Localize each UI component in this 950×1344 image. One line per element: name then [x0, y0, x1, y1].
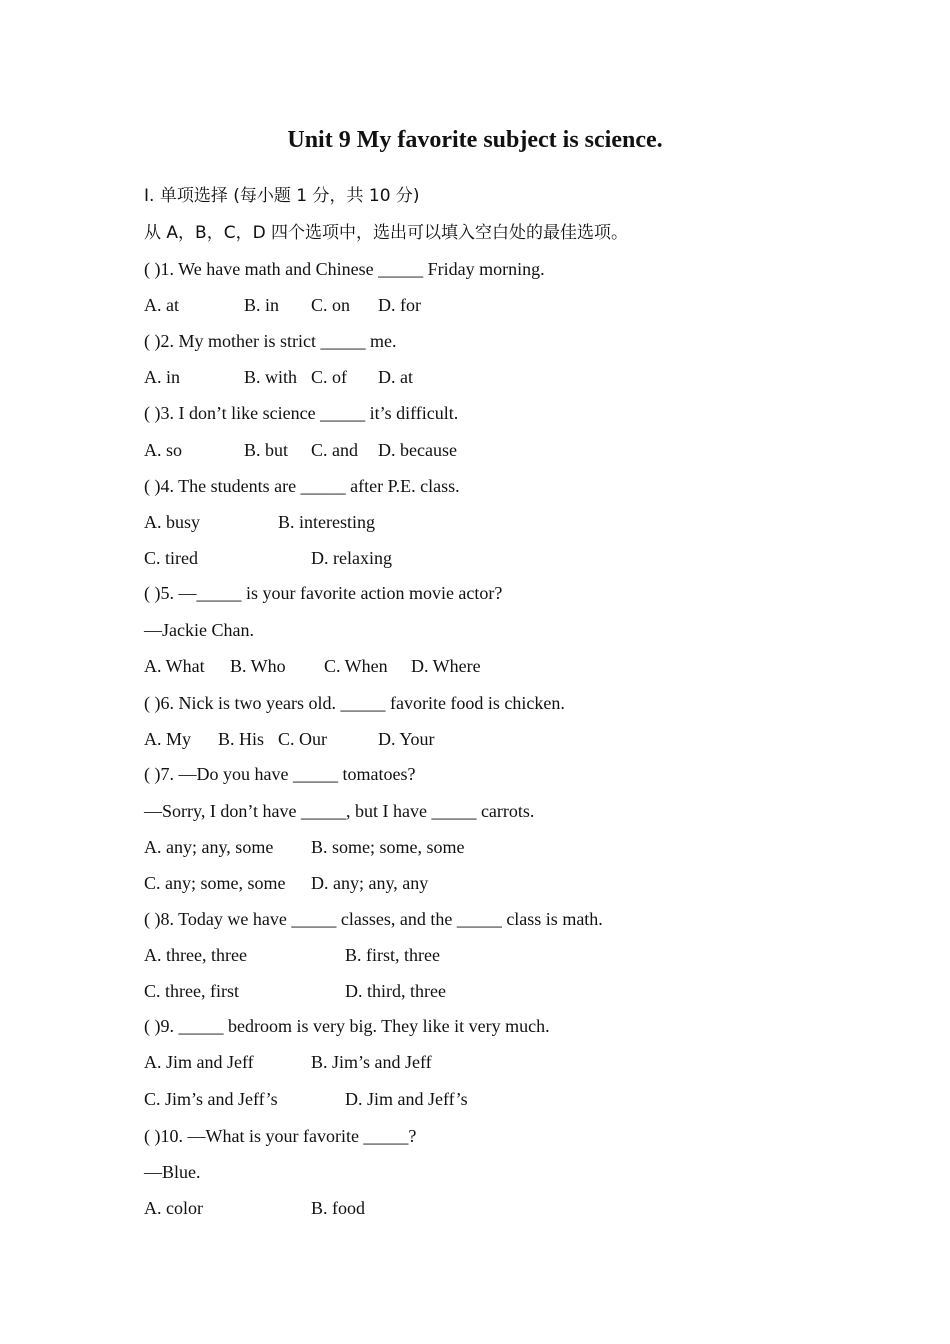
option-b: B. interesting [278, 512, 375, 532]
page-title: Unit 9 My favorite subject is science. [287, 127, 663, 153]
option-b: B. His [218, 729, 265, 749]
option-b: B. food [311, 1198, 365, 1218]
option-b: B. in [244, 295, 280, 315]
question-stem: ( )3. I don’t like science _____ it’s difficult. [144, 403, 459, 423]
question-reply: —Blue. [144, 1162, 201, 1182]
option-a: A. in [144, 367, 180, 387]
option-a: A. What [144, 656, 205, 676]
option-d: D. relaxing [311, 548, 392, 568]
option-a: A. color [144, 1198, 203, 1218]
section-heading: Ⅰ. 单项选择 (每小题 1 分，共 10 分) [144, 186, 420, 206]
option-b: B. but [244, 440, 289, 460]
question-stem: ( )4. The students are _____ after P.E. class. [144, 476, 460, 496]
question-stem: ( )8. Today we have _____ classes, and the _____ class is math. [144, 909, 603, 929]
option-d: D. Your [378, 729, 435, 749]
option-a: A. three, three [144, 945, 247, 965]
option-c: C. and [311, 440, 358, 460]
option-d: D. any; any, any [311, 873, 429, 893]
question-reply: —Sorry, I don’t have _____, but I have _____ carrots. [144, 801, 535, 821]
question-stem: ( )9. _____ bedroom is very big. They like it very much. [144, 1016, 550, 1036]
option-b: B. first, three [345, 945, 440, 965]
option-d: D. at [378, 367, 413, 387]
option-c: C. on [311, 295, 351, 315]
option-c: C. Our [278, 729, 327, 749]
option-a: A. at [144, 295, 179, 315]
option-c: C. three, first [144, 981, 239, 1001]
question-stem: ( )2. My mother is strict _____ me. [144, 331, 397, 351]
option-c: C. any; some, some [144, 873, 286, 893]
option-b: B. with [244, 367, 298, 387]
option-d: D. Jim and Jeff’s [345, 1089, 468, 1109]
option-a: A. busy [144, 512, 201, 532]
question-stem: ( )6. Nick is two years old. _____ favorite food is chicken. [144, 693, 565, 713]
option-b: B. Jim’s and Jeff [311, 1052, 432, 1072]
option-c: C. tired [144, 548, 198, 568]
question-stem: ( )7. —Do you have _____ tomatoes? [144, 764, 416, 784]
option-d: D. Where [411, 656, 481, 676]
question-stem: ( )5. —_____ is your favorite action movie actor? [144, 583, 503, 603]
question-reply: —Jackie Chan. [144, 620, 254, 640]
question-stem: ( )10. —What is your favorite _____? [144, 1126, 417, 1146]
option-b: B. some; some, some [311, 837, 465, 857]
question-stem: ( )1. We have math and Chinese _____ Friday morning. [144, 259, 545, 279]
section-instruction: 从 A，B，C，D 四个选项中，选出可以填入空白处的最佳选项。 [144, 223, 629, 243]
option-a: A. so [144, 440, 183, 460]
option-d: D. third, three [345, 981, 446, 1001]
option-a: A. My [144, 729, 192, 749]
option-c: C. of [311, 367, 347, 387]
option-d: D. for [378, 295, 421, 315]
option-c: C. Jim’s and Jeff’s [144, 1089, 278, 1109]
option-b: B. Who [230, 656, 286, 676]
option-a: A. Jim and Jeff [144, 1052, 254, 1072]
option-c: C. When [324, 656, 388, 676]
option-d: D. because [378, 440, 457, 460]
option-a: A. any; any, some [144, 837, 274, 857]
